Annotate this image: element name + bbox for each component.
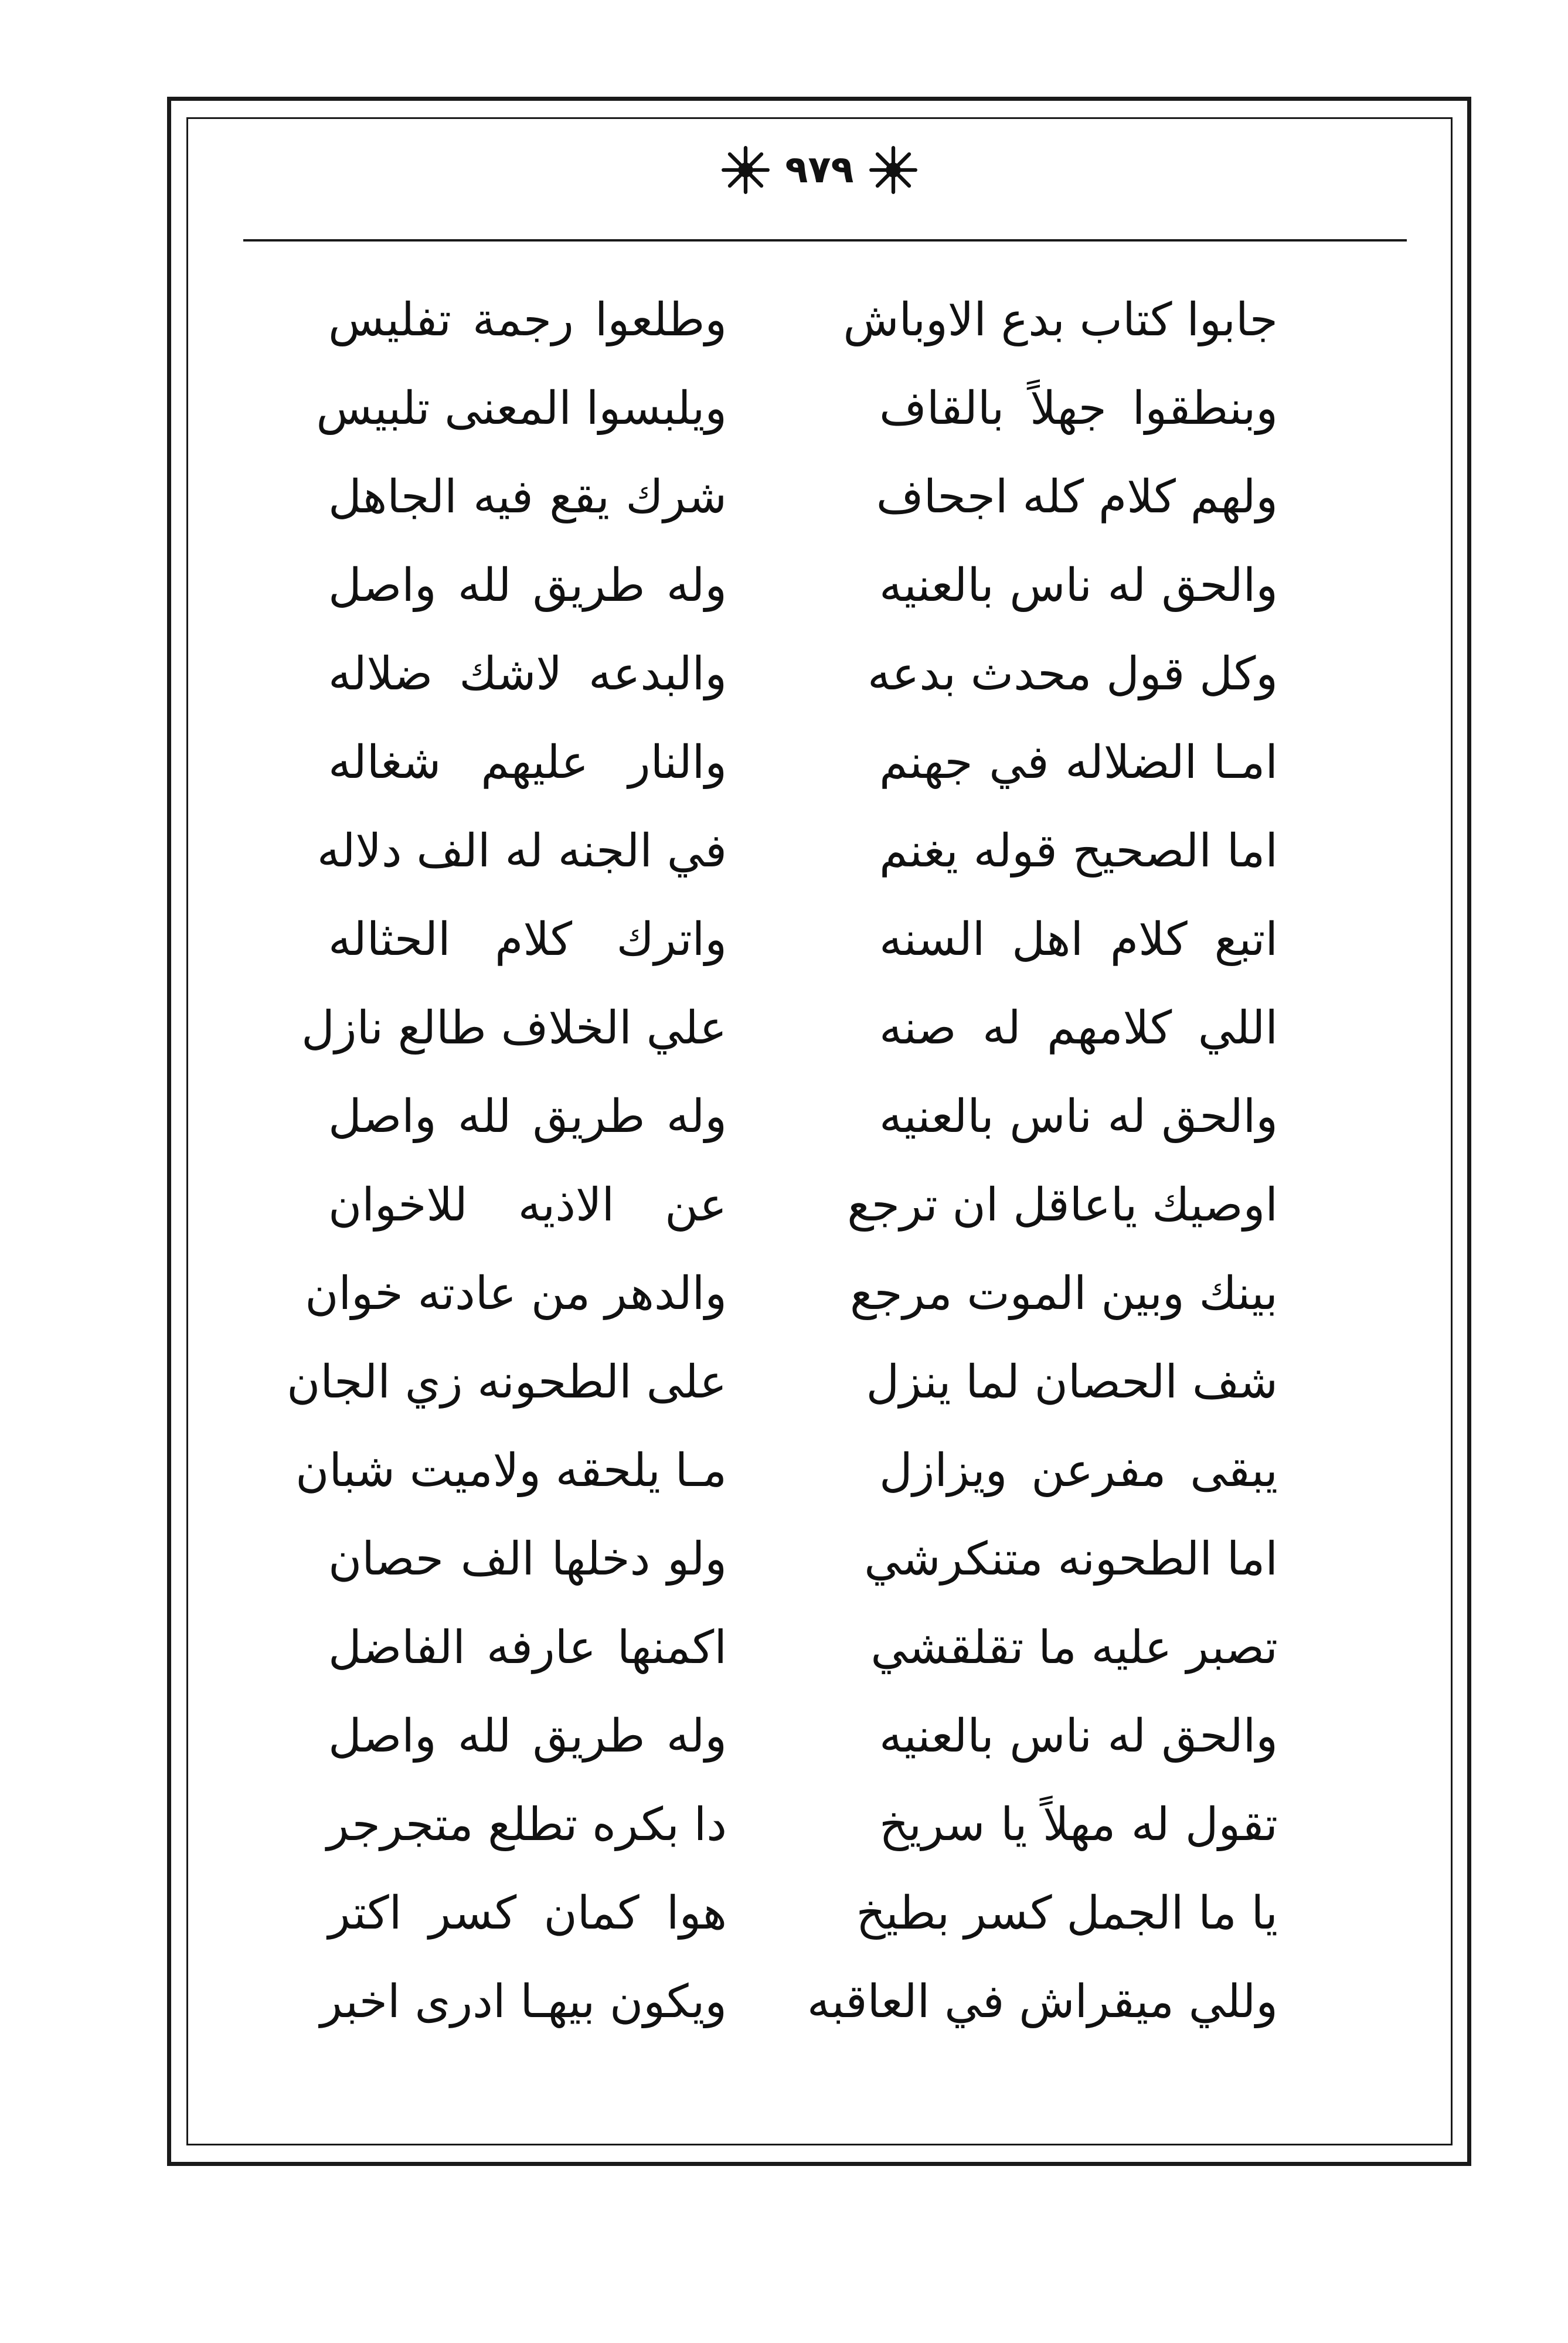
- verse-row: [328, 541, 1278, 630]
- verse-first-hemistich: يبقى مفرعن ويزازل: [879, 1444, 1278, 1497]
- verse-first-hemistich: ولهم كلام كله اجحاف: [876, 470, 1278, 523]
- verse-second-hemistich: دا بكره تطلع متجرجر: [326, 1798, 727, 1851]
- verse-second-hemistich: علي الخلاف طالع نازل: [301, 1001, 727, 1055]
- verse-row: [328, 1161, 1278, 1249]
- verse-first-hemistich: يا ما الجمل كسر بطيخ: [856, 1886, 1278, 1940]
- verse-first-hemistich: جابوا كتاب بدع الاوباش: [843, 293, 1278, 346]
- verse-row: [328, 895, 1278, 984]
- poem-body: [287, 276, 1278, 2093]
- star-flourish-icon: [719, 144, 772, 196]
- verse-row: [328, 1780, 1278, 1869]
- verse-first-hemistich: والحق له ناس بالعنيه: [879, 559, 1278, 612]
- verse-row: [320, 1957, 1278, 2046]
- verse-first-hemistich: اوصيك ياعاقل ان ترجع: [847, 1178, 1278, 1232]
- verse-first-hemistich: اما الطحونه متنكرشي: [864, 1532, 1278, 1586]
- verse-second-hemistich: وله طريق لله واصل: [328, 559, 727, 612]
- verse-second-hemistich: وله طريق لله واصل: [328, 1709, 727, 1763]
- verse-second-hemistich: ويكون بيهـا ادرى اخبر: [320, 1975, 727, 2028]
- verse-first-hemistich: وللي ميقراش في العاقبه: [807, 1975, 1278, 2028]
- verse-second-hemistich: والنار عليهم شغاله: [328, 736, 727, 789]
- verse-second-hemistich: والدهر من عادته خوان: [305, 1267, 727, 1320]
- verse-first-hemistich: تقول له مهلاً يا سريخ: [879, 1798, 1278, 1851]
- verse-first-hemistich: اللي كلامهم له صنه: [879, 1001, 1278, 1055]
- verse-row: [295, 1426, 1278, 1515]
- verse-row: [328, 1603, 1278, 1692]
- verse-first-hemistich: اما الصحيح قوله يغنم: [879, 824, 1278, 878]
- verse-second-hemistich: شرك يقع فيه الجاهل: [328, 470, 727, 523]
- verse-row: [305, 1249, 1278, 1338]
- page-header: [186, 129, 1453, 211]
- verse-row: [328, 1515, 1278, 1603]
- verse-first-hemistich: امـا الضلاله في جهنم: [879, 736, 1278, 789]
- star-flourish-icon: [867, 144, 920, 196]
- verse-second-hemistich: ولو دخلها الف حصان: [328, 1532, 727, 1586]
- verse-row: [316, 364, 1278, 453]
- verse-first-hemistich: وبنطقوا جهلاً بالقاف: [879, 382, 1278, 435]
- verse-row: [328, 276, 1278, 364]
- verse-first-hemistich: شف الحصان لما ينزل: [866, 1355, 1278, 1409]
- verse-second-hemistich: عن الاذيه للاخوان: [328, 1178, 727, 1232]
- verse-second-hemistich: والبدعه لاشك ضلاله: [328, 647, 727, 700]
- verse-row: [328, 453, 1278, 541]
- verse-second-hemistich: ويلبسوا المعنى تلبيس: [316, 382, 727, 435]
- verse-first-hemistich: اتبع كلام اهل السنه: [879, 913, 1278, 966]
- verse-first-hemistich: والحق له ناس بالعنيه: [879, 1709, 1278, 1763]
- verse-second-hemistich: هوا كمان كسر اكتر: [328, 1886, 727, 1940]
- verse-row: [328, 630, 1278, 718]
- verse-first-hemistich: تصبر عليه ما تقلقشي: [870, 1621, 1278, 1674]
- verse-first-hemistich: بينك وبين الموت مرجع: [850, 1267, 1278, 1320]
- verse-row: [317, 807, 1278, 895]
- verse-second-hemistich: اكمنها عارفه الفاضل: [328, 1621, 727, 1674]
- verse-first-hemistich: والحق له ناس بالعنيه: [879, 1090, 1278, 1143]
- verse-first-hemistich: وكل قول محدث بدعه: [867, 647, 1278, 700]
- header-divider: [243, 239, 1407, 242]
- verse-second-hemistich: واترك كلام الحثاله: [328, 913, 727, 966]
- verse-row: [287, 1338, 1278, 1426]
- page-number: ٩٧٩: [785, 148, 854, 192]
- verse-second-hemistich: وله طريق لله واصل: [328, 1090, 727, 1143]
- verse-second-hemistich: على الطحونه زي الجان: [287, 1355, 727, 1409]
- verse-row: [328, 1692, 1278, 1780]
- verse-second-hemistich: في الجنه له الف دلاله: [317, 824, 727, 878]
- verse-row: [328, 718, 1278, 807]
- verse-row: [328, 1869, 1278, 1957]
- verse-second-hemistich: مـا يلحقه ولاميت شبان: [295, 1444, 727, 1497]
- verse-row: [301, 984, 1278, 1072]
- verse-row: [328, 1072, 1278, 1161]
- verse-second-hemistich: وطلعوا رجمة تفليس: [328, 293, 727, 346]
